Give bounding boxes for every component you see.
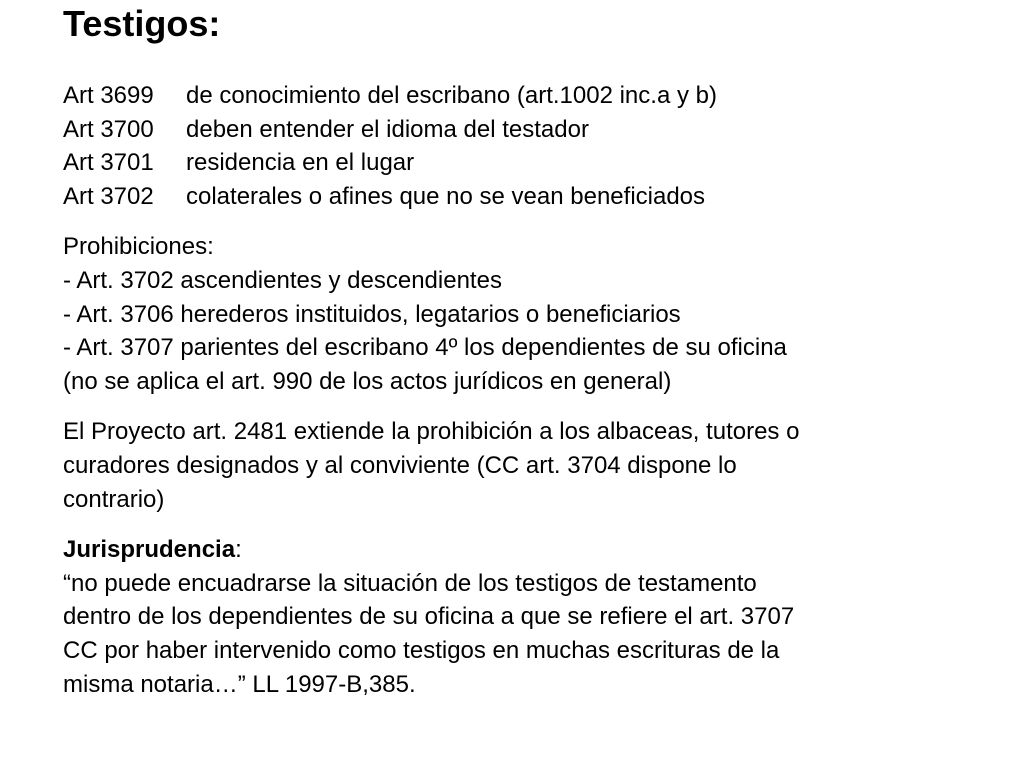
jurisprudencia-heading-line bbox=[63, 533, 1003, 567]
slide-body bbox=[63, 79, 1003, 718]
article-code: Art 3700 bbox=[63, 115, 154, 143]
jurisprudencia-quote-line: misma notaria…” LL 1997-B,385. bbox=[63, 670, 416, 698]
article-item bbox=[63, 146, 1003, 180]
jurisprudencia-colon: : bbox=[235, 536, 242, 564]
proyecto-line: curadores designados y al conviviente (CC art. 3704 dispone lo bbox=[63, 451, 737, 479]
article-text: de conocimiento del escribano (art.1002 inc.a y b) bbox=[186, 82, 717, 109]
prohibiciones-section bbox=[63, 230, 1003, 398]
jurisprudencia-heading: Jurisprudencia bbox=[63, 536, 236, 564]
prohibicion-item: - Art. 3707 parientes del escribano 4º los dependientes de su oficina bbox=[63, 334, 787, 362]
article-code: Art 3699 bbox=[63, 82, 154, 109]
proyecto-line: El Proyecto art. 2481 extiende la prohibición a los albaceas, tutores o bbox=[63, 418, 800, 446]
articles-list bbox=[63, 79, 1003, 213]
article-text: colaterales o afines que no se vean beneficiados bbox=[186, 182, 706, 210]
jurisprudencia-quote-line: CC por haber intervenido como testigos en muchas escrituras de la bbox=[63, 636, 780, 664]
prohibicion-item: - Art. 3702 ascendientes y descendientes bbox=[63, 266, 502, 294]
article-item bbox=[63, 79, 1003, 113]
article-code: Art 3701 bbox=[63, 149, 154, 177]
proyecto-paragraph bbox=[63, 415, 1003, 516]
jurisprudencia-quote-line: “no puede encuadrarse la situación de los testigos de testamento bbox=[63, 569, 757, 597]
slide-title: Testigos: bbox=[63, 3, 221, 44]
prohibiciones-heading: Prohibiciones: bbox=[63, 233, 214, 261]
prohibiciones-note: (no se aplica el art. 990 de los actos jurídicos en general) bbox=[63, 367, 672, 395]
jurisprudencia-quote-line: dentro de los dependientes de su oficina a que se refiere el art. 3707 bbox=[63, 603, 795, 631]
article-text: deben entender el idioma del testador bbox=[186, 115, 589, 143]
article-item bbox=[63, 180, 1003, 214]
article-item bbox=[63, 113, 1003, 147]
article-code: Art 3702 bbox=[63, 182, 154, 210]
article-text: residencia en el lugar bbox=[186, 149, 415, 177]
jurisprudencia-section bbox=[63, 533, 1003, 701]
proyecto-line: contrario) bbox=[63, 485, 165, 513]
prohibicion-item: - Art. 3706 herederos instituidos, legatarios o beneficiarios bbox=[63, 300, 681, 328]
